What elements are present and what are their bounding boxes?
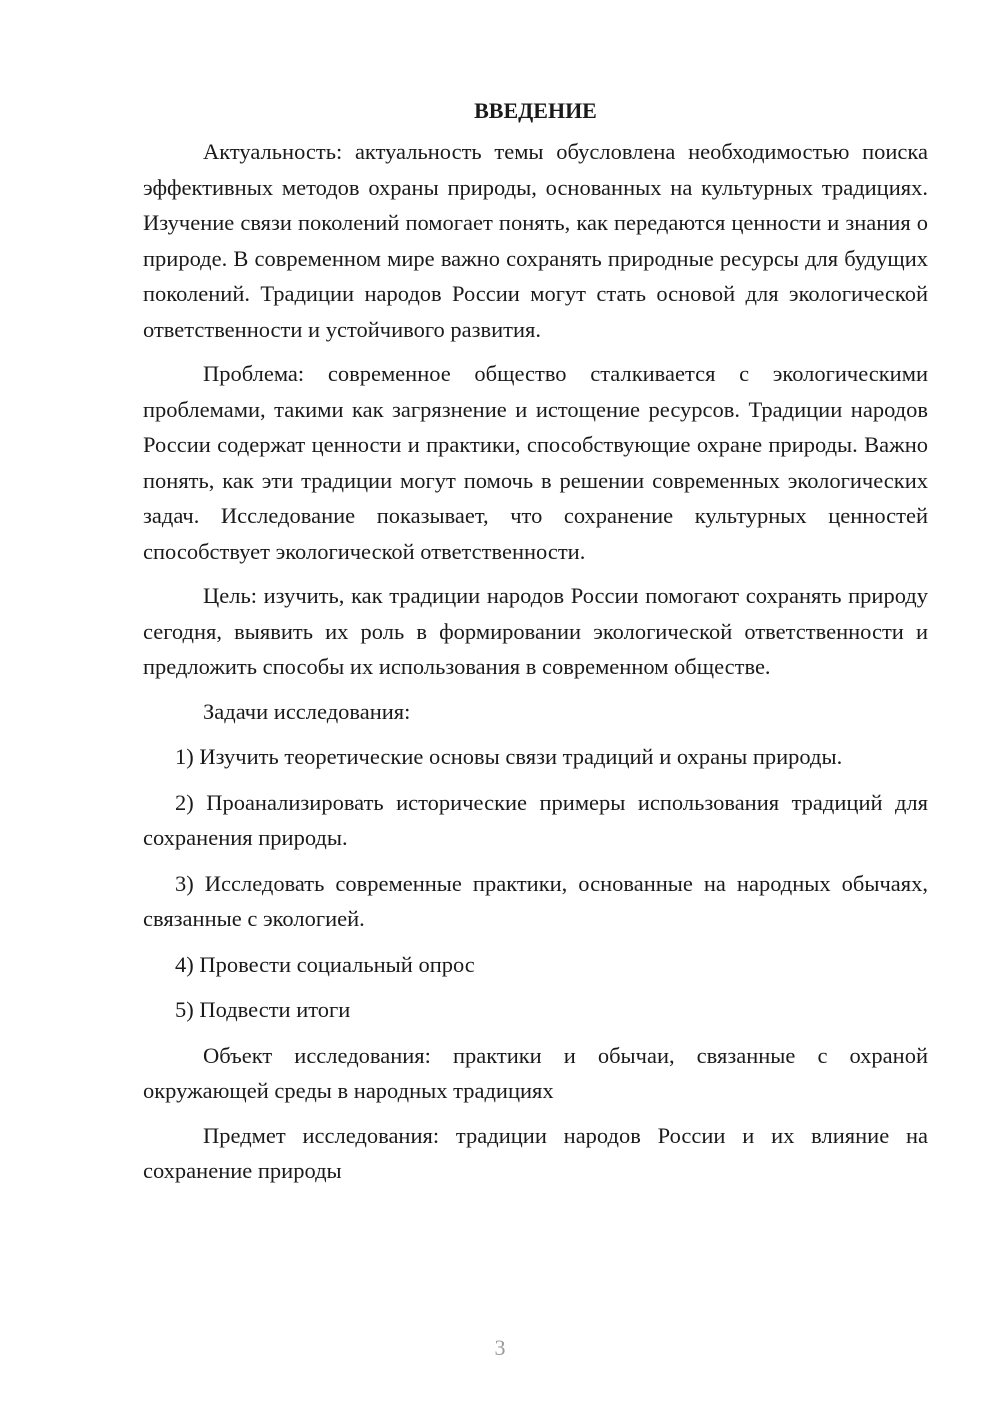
tasks-list (143, 739, 928, 1028)
task-item: 3) Исследовать современные практики, основанные на народных обычаях, связанные с экологией. (143, 870, 928, 931)
tasks-heading: Задачи исследования: (203, 698, 411, 724)
subject-paragraph: Предмет исследования: традиции народов России и их влияние на сохранение природы (143, 1122, 928, 1183)
page-title: ВВЕДЕНИЕ (474, 98, 597, 123)
object-paragraph: Объект исследования: практики и обычаи, связанные с охраной окружающей среды в народных традициях (143, 1042, 928, 1103)
relevance-paragraph: Актуальность: актуальность темы обусловлена необходимостью поиска эффективных методов охраны природы, основанных на культурных традициях. Изучение связи поколений помогает понять, как передаются ценности и знания о природе. В современном мире важно сохранять природные ресурсы для будущих поколений. Традиции народов России могут стать основой для экологической ответственности и устойчивого развития. (143, 139, 928, 342)
problem-paragraph: Проблема: современное общество сталкивается с экологическими проблемами, такими как загрязнение и истощение ресурсов. Традиции народов России содержат ценности и практики, способствующие охране природы. Важно понять, как эти традиции могут помочь в решении современных экологических задач. Исследование показывает, что сохранение культурных ценностей способствует экологической ответственности. (143, 361, 928, 564)
task-item: 4) Провести социальный опрос (175, 951, 475, 977)
goal-paragraph: Цель: изучить, как традиции народов России помогают сохранять природу сегодня, выявить их роль в формировании экологической ответственности и предложить способы их использования в современном обществе. (143, 583, 928, 679)
task-item: 5) Подвести итоги (175, 997, 351, 1022)
page-number: 3 (494, 1335, 506, 1360)
task-item: 1) Изучить теоретические основы связи традиций и охраны природы. (175, 744, 843, 769)
task-item: 2) Проанализировать исторические примеры использования традиций для сохранения природы. (143, 789, 928, 850)
page-content (143, 96, 928, 1198)
